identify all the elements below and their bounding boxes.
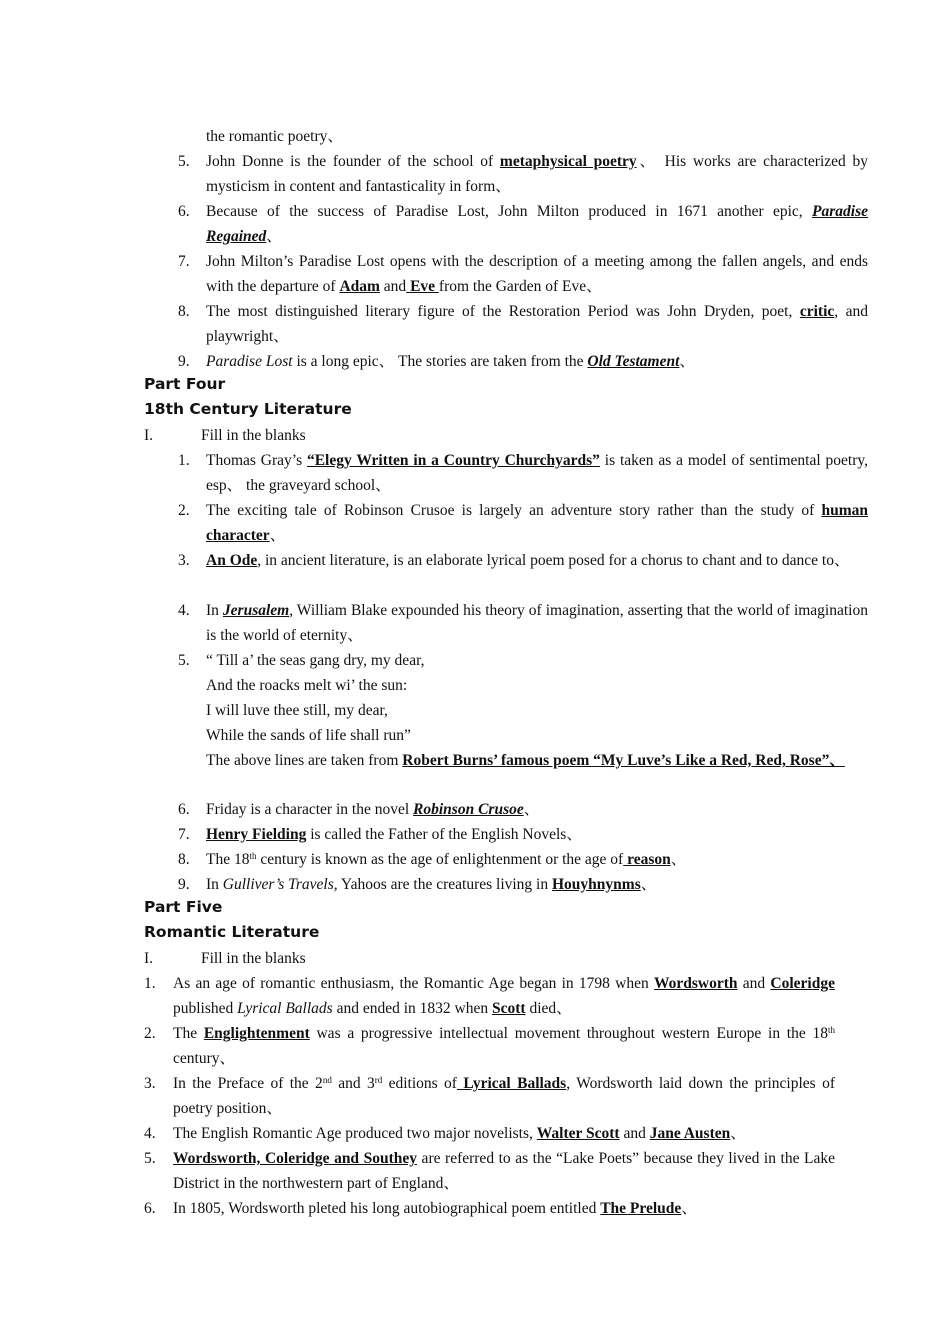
answer: The Prelude <box>600 1200 682 1217</box>
answer: Henry Fielding <box>206 826 307 843</box>
list-item: 7. Henry Fielding is called the Father of the English Novels、 <box>144 822 868 847</box>
answer: Coleridge <box>770 975 835 992</box>
list-item: 6. Because of the success of Paradise Lost, John Milton produced in 1671 another epic, Paradise Regained、 <box>144 199 868 249</box>
continuation-text: the romantic poetry、 <box>206 128 343 145</box>
item-number: 9. <box>178 353 190 370</box>
item-number: 3. <box>144 1075 156 1092</box>
list-item: 3. An Ode, in ancient literature, is an elaborate lyrical poem posed for a chorus to chant and to dance to、 <box>144 548 868 573</box>
list-item: 5. “ Till a’ the seas gang dry, my dear, And the roacks melt wi’ the sun: I will luve thee still, my dear, While the sands of life shall run” The above lines are taken from Robert Burns’ famous poem “My Luve’s Like a Red, Red, Rose”、 <box>144 648 868 773</box>
list-item: 4. In Jerusalem, William Blake expounded his theory of imagination, asserting that the world of imagination is the world of eternity、 <box>144 598 868 648</box>
answer: Eve <box>406 278 439 295</box>
section-heading <box>144 423 306 448</box>
section-title: Fill in the blanks <box>201 427 306 444</box>
poem-line: I will luve thee still, my dear, <box>206 702 388 719</box>
answer: Houyhnynms <box>552 876 641 893</box>
list-item-continuation <box>144 124 868 149</box>
section-number: I. <box>144 427 154 444</box>
answer: Wordsworth, Coleridge and Southey <box>173 1150 418 1167</box>
item-number: 4. <box>178 602 190 619</box>
answer: Jane Austen <box>649 1125 731 1142</box>
item-number: 6. <box>178 801 190 818</box>
list-item: 5. John Donne is the founder of the school of metaphysical poetry、 His works are characterized by mysticism in content and fantasticality in form、 <box>144 149 868 199</box>
item-number: 6. <box>144 1200 156 1217</box>
item-number: 9. <box>178 876 190 893</box>
list-item: 1. As an age of romantic enthusiasm, the Romantic Age began in 1798 when Wordsworth and Coleridge published Lyrical Ballads and ended in 1832 when Scott died、 <box>144 971 835 1021</box>
answer: reason <box>623 851 671 868</box>
list-item: 2. The Englightenment was a progressive intellectual movement throughout western Europe in the 18th century、 <box>144 1021 835 1071</box>
answer: Englightenment <box>203 1025 310 1042</box>
part-label: Part Four <box>144 375 226 393</box>
item-number: 8. <box>178 851 190 868</box>
list-item: 5. Wordsworth, Coleridge and Southey are referred to as the “Lake Poets” because they lived in the Lake District in the northwestern part of England、 <box>144 1146 835 1196</box>
section-title: Fill in the blanks <box>201 950 306 967</box>
answer: Wordsworth <box>654 975 738 992</box>
answer: Walter Scott <box>536 1125 620 1142</box>
list-item: 8. The 18th century is known as the age of enlightenment or the age of reason、 <box>144 847 868 872</box>
item-number: 1. <box>178 452 190 469</box>
answer: Jerusalem <box>222 602 290 619</box>
list-item: 1. Thomas Gray’s “Elegy Written in a Country Churchyards” is taken as a model of sentimental poetry, esp、 the graveyard school、 <box>144 448 868 498</box>
list-item: 8. The most distinguished literary figure of the Restoration Period was John Dryden, poet, critic, and playwright、 <box>144 299 868 349</box>
poem-line: While the sands of life shall run” <box>206 727 411 744</box>
answer: Scott <box>492 1000 526 1017</box>
item-number: 3. <box>178 552 190 569</box>
part-title: Romantic Literature <box>144 923 320 941</box>
list-item: 2. The exciting tale of Robinson Crusoe is largely an adventure story rather than the study of human character、 <box>144 498 868 548</box>
list-item: 9. In Gulliver’s Travels, Yahoos are the creatures living in Houyhnynms、 <box>144 872 868 897</box>
poem-line: “ Till a’ the seas gang dry, my dear, <box>206 652 425 669</box>
answer: Old Testament <box>587 353 680 370</box>
answer: metaphysical poetry <box>499 153 637 170</box>
section-heading <box>144 946 306 971</box>
answer: Robinson Crusoe <box>413 801 524 818</box>
answer: Adam <box>339 278 380 295</box>
answer: An Ode <box>206 552 258 569</box>
item-number: 5. <box>178 153 190 170</box>
answer: critic <box>799 303 835 320</box>
list-item: 4. The English Romantic Age produced two major novelists, Walter Scott and Jane Austen、 <box>144 1121 835 1146</box>
item-number: 8. <box>178 303 190 320</box>
section-number: I. <box>144 950 154 967</box>
item-number: 1. <box>144 975 156 992</box>
answer: “Elegy Written in a Country Churchyards” <box>306 452 600 469</box>
item-number: 2. <box>178 502 190 519</box>
poem-line: And the roacks melt wi’ the sun: <box>206 677 408 694</box>
list-item: 3. In the Preface of the 2nd and 3rd editions of Lyrical Ballads, Wordsworth laid down the principles of poetry position、 <box>144 1071 835 1121</box>
list-item: 6. Friday is a character in the novel Robinson Crusoe、 <box>144 797 868 822</box>
list-item: 7. John Milton’s Paradise Lost opens with the description of a meeting among the fallen angels, and ends with the departure of Adam and Eve from the Garden of Eve、 <box>144 249 868 299</box>
item-number: 7. <box>178 253 190 270</box>
answer: human character <box>206 502 868 544</box>
item-number: 2. <box>144 1025 156 1042</box>
item-number: 4. <box>144 1125 156 1142</box>
list-item: 9. Paradise Lost is a long epic、 The stories are taken from the Old Testament、 <box>144 349 868 374</box>
answer: Paradise Regained <box>206 203 868 245</box>
item-number: 6. <box>178 203 190 220</box>
item-number: 5. <box>178 652 190 669</box>
part-label: Part Five <box>144 898 223 916</box>
item-number: 5. <box>144 1150 156 1167</box>
item-number: 7. <box>178 826 190 843</box>
part-title: 18th Century Literature <box>144 400 352 418</box>
list-item: 6. In 1805, Wordsworth pleted his long autobiographical poem entitled The Prelude、 <box>144 1196 835 1221</box>
answer: Lyrical Ballads <box>456 1075 567 1092</box>
answer: Robert Burns’ famous poem “My Luve’s Like a Red, Red, Rose”、 <box>402 752 845 769</box>
